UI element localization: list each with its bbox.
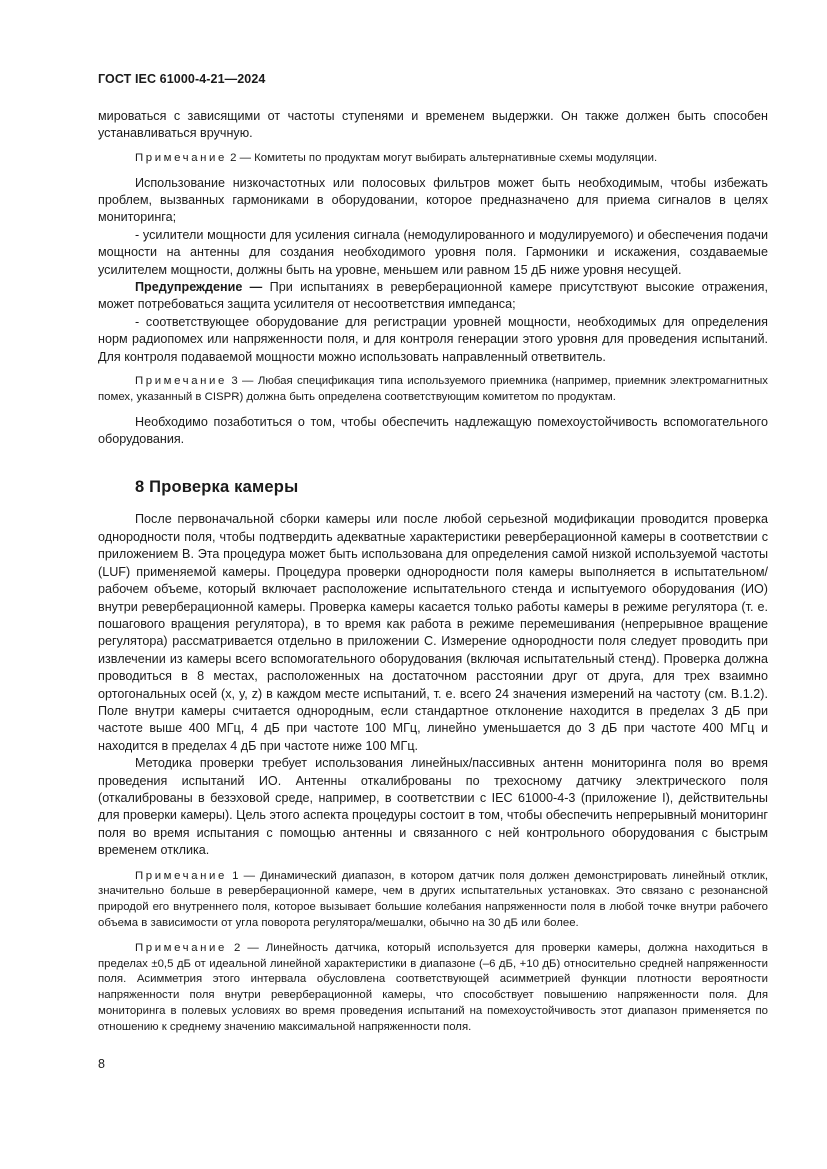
warning-text: При испытаниях в реверберационной камере присутствуют высокие отражения, может потребоваться защита усилителя от несоответствия импеданса; <box>98 280 768 312</box>
note-text: 3 — Любая спецификация типа используемого приемника (например, приемник электромагнитных помех, указанный в CISPR) должна быть определена соответствующим комитетом по продуктам. <box>98 375 768 403</box>
paragraph-auxiliary-immunity: Необходимо позаботиться о том, чтобы обеспечить надлежащую помехоустойчивость вспомогательного оборудования. <box>98 414 768 447</box>
list-item-amplifiers: - усилители мощности для усиления сигнала (немодулированного и модулируемого) и обеспечения подачи мощности на антенны для создания необходимого уровня поля. Гармоники и искажения, создаваемые усилителем мощности, должны быть на уровне, меньшем или равном 15 дБ ниже уровня несущей. <box>98 227 768 277</box>
section-8-paragraph-2: Методика проверки требует использования линейных/пассивных антенн мониторинга поля во время проведения испытаний ИО. Антенны откалиброваны по трехосному датчику электрического поля (откалиброваны в безэховой среде, например, в соответствии с IEC 61000-4-3 (приложение I), действительны для проверки камеры). Цель этого аспекта процедуры состоит в том, чтобы обеспечить непрерывный мониторинг поля во время испытания с помощью антенны и связанного с ней контрольного оборудования с быстрым временем отклика. <box>98 756 768 858</box>
warning-paragraph <box>98 279 768 314</box>
standard-header: ГОСТ IEC 61000-4-21—2024 <box>98 72 266 86</box>
paragraph-filters: Использование низкочастотных или полосовых фильтров может быть необходимым, чтобы избежать проблем, вызванных гармониками в оборудовании, которое предназначено для приема сигналов в целях мониторинга; <box>98 175 768 225</box>
note-text: 2 — Линейность датчика, который используется для проверки камеры, должна находиться в пределах ±0,5 дБ от идеальной линейной характеристики в диапазоне (–6 дБ, +10 дБ) относительно средней напряженности поля. Асимметрия этого интервала обусловлена соответствующей асимметрией функции плотности вероятности напряженности поля внутри реверберационной камеры, что способствует повышению напряженности поля. Для мониторинга в полевых условиях во время проведения испытаний на помехоустойчивость этот диапазон применяется по отношению к среднему значению максимальной напряженности поля. <box>98 941 768 1033</box>
note-text: 2 — Комитеты по продуктам могут выбирать альтернативные схемы модуляции. <box>226 151 658 164</box>
note-label: Примечание <box>135 375 227 388</box>
section-8-note-1 <box>98 869 768 932</box>
note-text: 1 — Динамический диапазон, в котором датчик поля должен демонстрировать линейный отклик, значительно больше в реверберационной камере, чем в других испытательных установках. Это связано с резонансной природой его внутреннего поля, которое вызывает большие колебания напряженности поля в любой точке внутри рабочего объема в зависимости от угла поворота регулятора/мешалки, обычно на 30 дБ или более. <box>98 869 768 929</box>
section-8-note-2 <box>98 941 768 1036</box>
section-8-heading: 8 Проверка камеры <box>135 478 299 497</box>
section-8-paragraph-1: После первоначальной сборки камеры или после любой серьезной модификации проводится проверка однородности поля, чтобы подтвердить адекватные характеристики реверберационной камеры в соответствии с приложением B. Эта процедура может быть использована для определения самой низкой используемой частоты (LUF) применяемой камеры. Процедура проверки однородности поля камеры выполняется в испытательном/рабочем объеме, который включает расположение испытательного стенда и испытуемого оборудования (ИО) внутри реверберационной камеры. Проверка камеры касается только работы камеры в режиме регулятора (т. е. пошагового вращения регулятора), в то время как работа в режиме перемешивания (непрерывное вращение регулятора) рассматривается отдельно в приложении C. Измерение однородности поля следует проводить при извлечении из камеры всего вспомогательного оборудования (включая испытательный стенд). Проверка должна проводиться в 8 местах, расположенных на достаточном расстоянии друг от друга, для трех взаимно ортогональных осей (x, y, z) в каждом месте испытаний, т. е. всего 24 значения измерений на частоту (см. B.1.2). Поле внутри камеры считается однородным, если стандартное отклонение находится в пределах 3 дБ при частоте выше 400 МГц, 4 дБ при частоте 100 МГц, линейно уменьшается до 3 дБ при частоте 400 МГц и находится в пределах 4 дБ при частоте ниже 100 МГц. <box>98 512 768 753</box>
note-3-receiver <box>98 374 768 406</box>
note-label: Примечание <box>135 869 227 882</box>
note-2-modulation <box>98 151 768 167</box>
note-label: Примечание <box>135 151 227 164</box>
list-item-recording-equipment: - соответствующее оборудование для регистрации уровней мощности, необходимых для определения норм радиопомех или напряженности поля, и для контроля генерации этого уровня для проведения испытаний. Для контроля подаваемой мощности можно использовать направленный ответвитель. <box>98 314 768 364</box>
paragraph-continuation: мироваться с зависящими от частоты ступенями и временем выдержки. Он также должен быть способен устанавливаться вручную. <box>98 109 768 141</box>
note-label: Примечание <box>135 941 227 954</box>
page-number: 8 <box>98 1057 105 1071</box>
document-page <box>98 72 768 1036</box>
warning-label: Предупреждение — <box>135 280 263 295</box>
